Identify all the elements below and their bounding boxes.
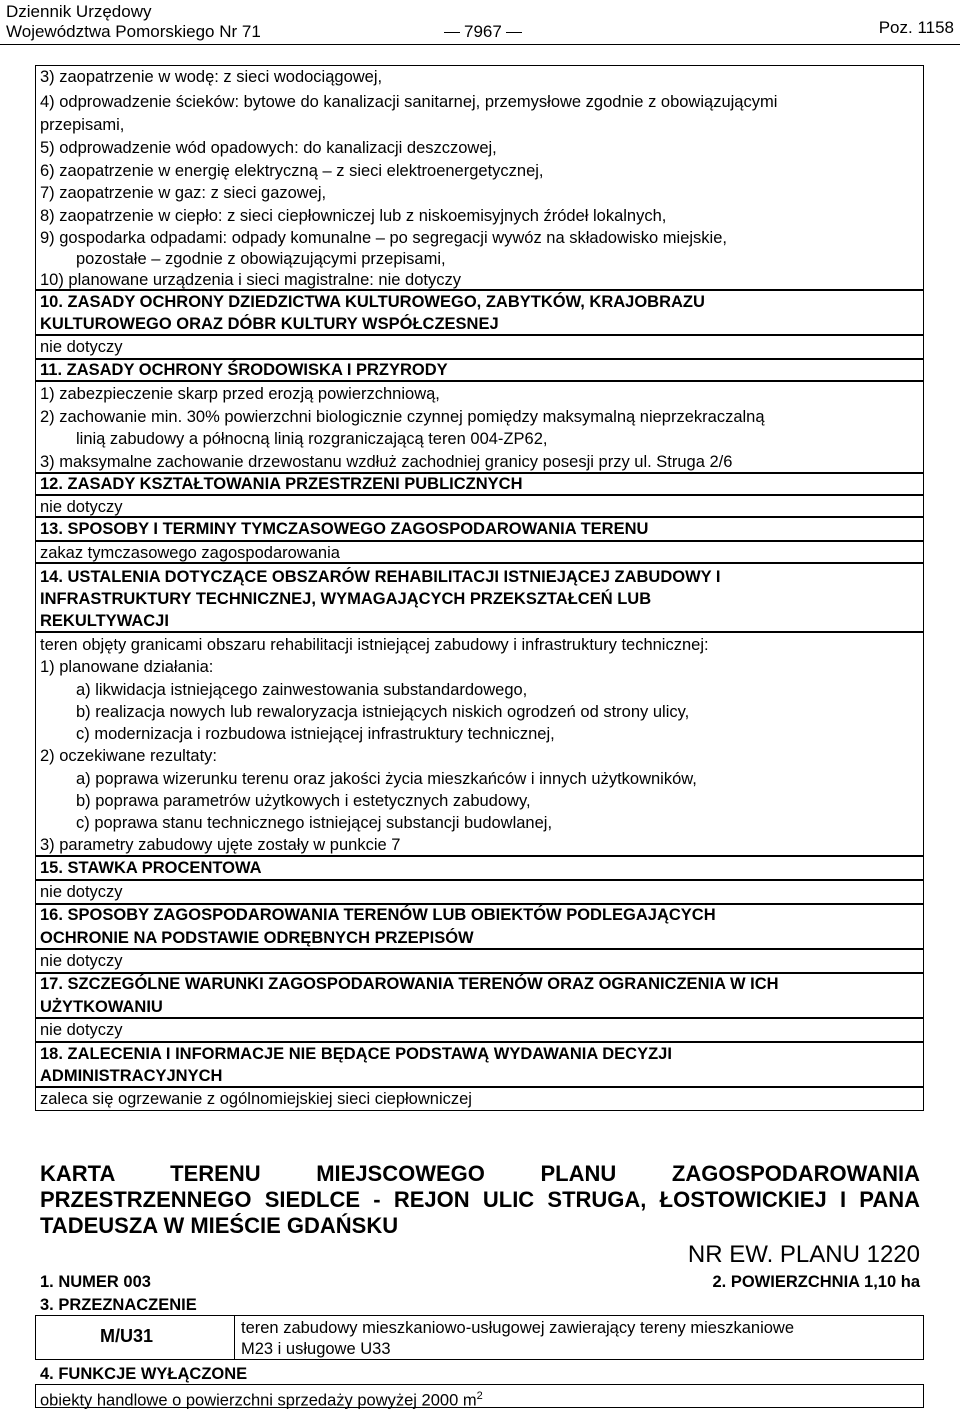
excluded-text [40,1386,483,1411]
excluded-text-sup: 2 [476,1390,483,1402]
area-symbol: M/U31 [100,1326,154,1346]
section-13-title: 13. SPOSOBY I TERMINY TYMCZASOWEGO ZAGOSPODAROWANIA TERENU [40,520,649,538]
list-item: linią zabudowy a północną linią rozgraniczającą teren 004-ZP62, [76,430,548,448]
section-14-intro: teren objęty granicami obszaru rehabilitacji istniejącej zabudowy i infrastruktury technicznej: [40,636,709,654]
section-13-text: zakaz tymczasowego zagospodarowania [40,544,340,562]
section-10-title: 10. ZASADY OCHRONY DZIEDZICTWA KULTUROWEGO, ZABYTKÓW, KRAJOBRAZU [40,293,705,311]
list-item: a) likwidacja istniejącego zainwestowania substandardowego, [76,681,528,699]
list-heading: 1) planowane działania: [40,658,214,676]
section-18-text: zaleca się ogrzewanie z ogólnomiejskiej sieci ciepłowniczej [40,1090,472,1108]
list-item: 2) zachowanie min. 30% powierzchni biologicznie czynnej pomiędzy maksymalną nieprzekraczalną [40,408,765,426]
section-18-title: ADMINISTRACYJNYCH [40,1067,223,1085]
section-14-title: 14. USTALENIA DOTYCZĄCE OBSZARÓW REHABILITACJI ISTNIEJĄCEJ ZABUDOWY I [40,568,721,586]
list-item: a) poprawa wizerunku terenu oraz jakości życia mieszkańców i innych użytkowników, [76,770,697,788]
list-item: 5) odprowadzenie wód opadowych: do kanalizacji deszczowej, [40,139,497,157]
section-17-title: UŻYTKOWANIU [40,998,163,1016]
list-item: 10) planowane urządzenia i sieci magistralne: nie dotyczy [40,271,461,289]
section-10-text: nie dotyczy [40,338,123,356]
list-item: c) poprawa stanu technicznego istniejącej substancji budowlanej, [76,814,553,832]
section-17-title: 17. SZCZEGÓLNE WARUNKI ZAGOSPODAROWANIA TERENÓW ORAZ OGRANICZENIA W ICH [40,975,779,993]
list-heading: 3) parametry zabudowy ujęte zostały w punkcie 7 [40,836,401,854]
section-17-text: nie dotyczy [40,1021,123,1039]
section-12-text: nie dotyczy [40,498,123,516]
list-item: 6) zaopatrzenie w energię elektryczną – z sieci elektroenergetycznej, [40,162,544,180]
section-16-title: OCHRONIE NA PODSTAWIE ODRĘBNYCH PRZEPISÓW [40,929,474,947]
section-14-title: REKULTYWACJI [40,612,169,630]
journal-line-2: Województwa Pomorskiego Nr 71 [6,22,261,41]
section-12-title: 12. ZASADY KSZTAŁTOWANIA PRZESTRZENI PUBLICZNYCH [40,475,523,493]
list-item: 3) zaopatrzenie w wodę: z sieci wodociągowej, [40,68,383,86]
page-number-text: 7967 [464,22,502,41]
karta-area: 2. POWIERZCHNIA 1,10 ha [712,1273,920,1291]
position-label: Poz. 1158 [878,18,954,37]
section-16-text: nie dotyczy [40,952,123,970]
section-15-body-box [35,880,924,904]
purpose-text: teren zabudowy mieszkaniowo-usługowej zawierający tereny mieszkaniowe [241,1319,795,1337]
section-11-title: 11. ZASADY OCHRONY ŚRODOWISKA I PRZYRODY [40,361,448,379]
karta-title-line-2: PRZESTRZENNEGO SIEDLCE - REJON ULIC STRUGA, ŁOSTOWICKIEJ I PANA [40,1187,920,1212]
list-item: 4) odprowadzenie ścieków: bytowe do kanalizacji sanitarnej, przemysłowe zgodnie z obowiązującymi [40,93,778,111]
section-18-title: 18. ZALECENIA I INFORMACJE NIE BĘDĄCE PODSTAWĄ WYDAWANIA DECYZJI [40,1045,672,1063]
list-item: 8) zaopatrzenie w ciepło: z sieci ciepłowniczej lub z niskoemisyjnych źródeł lokalnych, [40,207,667,225]
list-item: pozostałe – zgodnie z obowiązującymi przepisami, [76,250,446,268]
journal-line-1: Dziennik Urzędowy [6,2,152,21]
section-15-text: nie dotyczy [40,883,123,901]
karta-title-line-1: KARTA TERENU MIEJSCOWEGO PLANU ZAGOSPODAROWANIA [40,1161,920,1186]
list-item: 3) maksymalne zachowanie drzewostanu wzdłuż zachodniej granicy posesji przy ul. Struga 2/6 [40,453,733,471]
karta-excluded-heading: 4. FUNKCJE WYŁĄCZONE [40,1365,248,1383]
header-rule [0,44,960,45]
section-12-body-box [35,495,924,517]
list-item: 9) gospodarka odpadami: odpady komunalne – po segregacji wywóz na składowisko miejskie, [40,229,727,247]
purpose-text: M23 i usługowe U33 [241,1340,391,1358]
list-item: przepisami, [40,116,125,134]
list-item: b) realizacja nowych lub rewaloryzacja istniejących niskich ogrodzeń od strony ulicy, [76,703,690,721]
karta-purpose-heading: 3. PRZEZNACZENIE [40,1296,197,1314]
excluded-text-main: obiekty handlowe o powierzchni sprzedaży powyżej 2000 m [40,1391,477,1410]
section-10-body-box [35,335,924,359]
section-15-title: 15. STAWKA PROCENTOWA [40,859,262,877]
section-14-title: INFRASTRUKTURY TECHNICZNEJ, WYMAGAJĄCYCH PRZEKSZTAŁCEŃ LUB [40,590,652,608]
section-16-title: 16. SPOSOBY ZAGOSPODAROWANIA TERENÓW LUB OBIEKTÓW PODLEGAJĄCYCH [40,906,716,924]
list-item: b) poprawa parametrów użytkowych i estetycznych zabudowy, [76,792,531,810]
list-heading: 2) oczekiwane rezultaty: [40,747,217,765]
section-16-body-box [35,949,924,973]
journal-title [6,2,261,42]
section-10-title: KULTUROWEGO ORAZ DÓBR KULTURY WSPÓŁCZESNEJ [40,315,499,333]
list-item: 1) zabezpieczenie skarp przed erozją powierzchniową, [40,385,440,403]
plan-number: NR EW. PLANU 1220 [687,1241,920,1268]
karta-number: 1. NUMER 003 [40,1273,151,1291]
karta-title-line-3: TADEUSZA W MIEŚCIE GDAŃSKU [40,1213,399,1238]
list-item: 7) zaopatrzenie w gaz: z sieci gazowej, [40,184,327,202]
page-number [440,22,526,42]
list-item: c) modernizacja i rozbudowa istniejącej infrastruktury technicznej, [76,725,555,743]
section-17-body-box [35,1018,924,1042]
